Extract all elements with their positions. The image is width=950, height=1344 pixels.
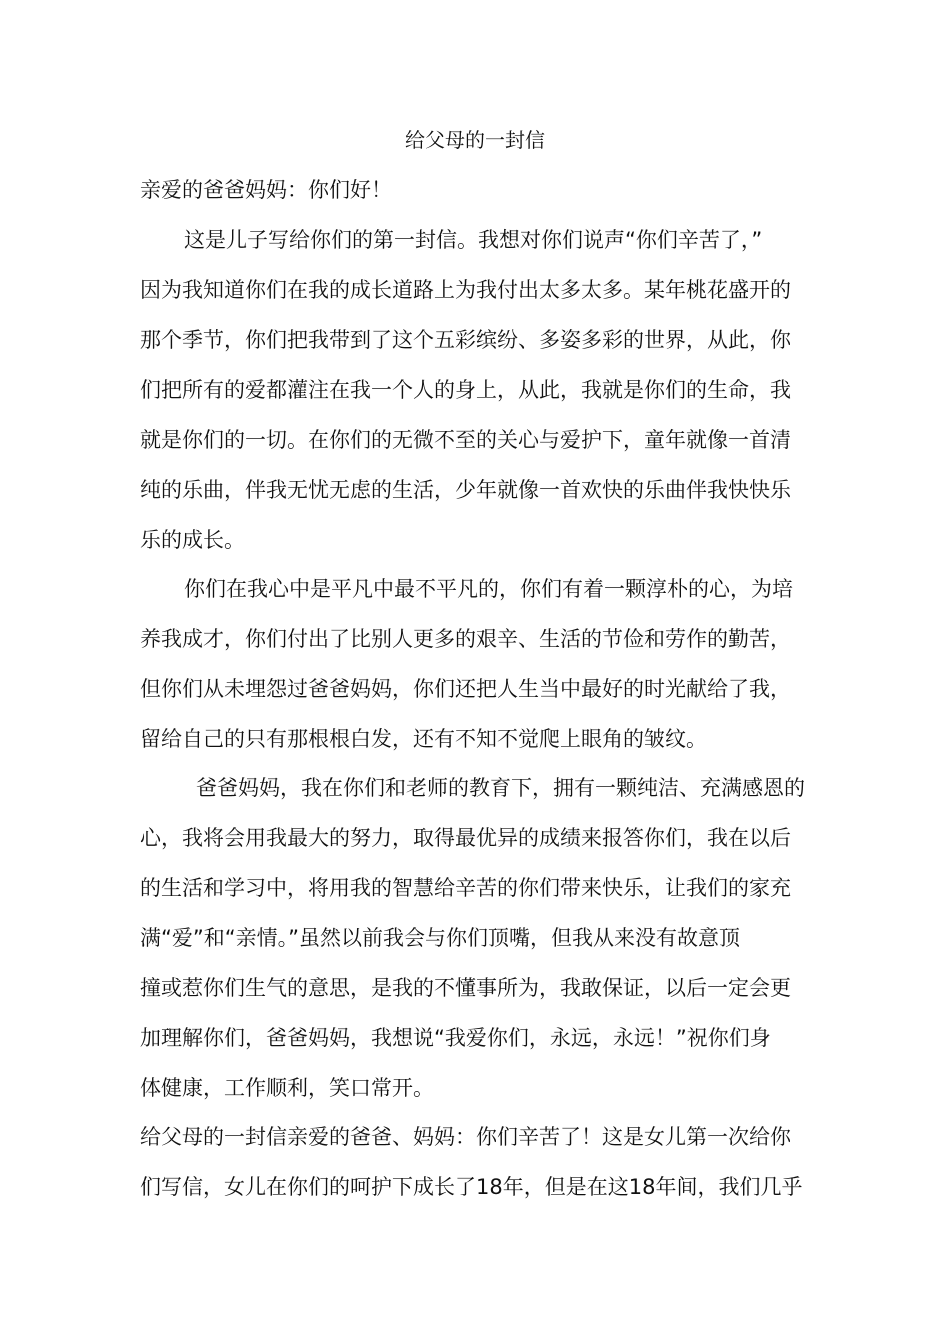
paragraph-line: 爸爸妈妈，我在你们和老师的教育下，拥有一颗纯洁、充满感恩的 bbox=[196, 776, 805, 800]
paragraph-line: 满“爱”和“亲情。”虽然以前我会与你们顶嘴，但我从来没有故意顶 bbox=[140, 926, 741, 950]
paragraph-line: 就是你们的一切。在你们的无微不至的关心与爱护下，童年就像一首清 bbox=[140, 428, 791, 452]
letter-greeting: 亲爱的爸爸妈妈：你们好！ bbox=[140, 178, 392, 202]
paragraph-line: 你们在我心中是平凡中最不平凡的，你们有着一颗淳朴的心，为培 bbox=[184, 577, 793, 601]
paragraph-line: 因为我知道你们在我的成长道路上为我付出太多太多。某年桃花盛开的 bbox=[140, 278, 791, 302]
paragraph-line: 体健康，工作顺利，笑口常开。 bbox=[140, 1076, 434, 1100]
paragraph-line: 留给自己的只有那根根白发，还有不知不觉爬上眼角的皱纹。 bbox=[140, 727, 707, 751]
paragraph-line: 撞或惹你们生气的意思，是我的不懂事所为，我敢保证，以后一定会更 bbox=[140, 976, 791, 1000]
paragraph-line: 这是儿子写给你们的第一封信。我想对你们说声“你们辛苦了，” bbox=[184, 228, 763, 252]
paragraph-line: 们把所有的爱都灌注在我一个人的身上，从此，我就是你们的生命，我 bbox=[140, 378, 791, 402]
paragraph-line: 那个季节，你们把我带到了这个五彩缤纷、多姿多彩的世界，从此，你 bbox=[140, 328, 791, 352]
paragraph-line: 加理解你们，爸爸妈妈，我想说“我爱你们，永远，永远！”祝你们身 bbox=[140, 1026, 771, 1050]
letter-title: 给父母的一封信 bbox=[405, 128, 545, 152]
paragraph-line: 给父母的一封信亲爱的爸爸、妈妈：你们辛苦了！这是女儿第一次给你 bbox=[140, 1125, 791, 1149]
paragraph-line: 乐的成长。 bbox=[140, 528, 245, 552]
paragraph-line: 纯的乐曲，伴我无忧无虑的生活，少年就像一首欢快的乐曲伴我快快乐 bbox=[140, 478, 791, 502]
paragraph-line: 但你们从未埋怨过爸爸妈妈，你们还把人生当中最好的时光献给了我， bbox=[140, 677, 791, 701]
paragraph-line: 的生活和学习中，将用我的智慧给辛苦的你们带来快乐，让我们的家充 bbox=[140, 876, 791, 900]
paragraph-line: 心，我将会用我最大的努力，取得最优异的成绩来报答你们，我在以后 bbox=[140, 826, 791, 850]
paragraph-line: 们写信，女儿在你们的呵护下成长了18年，但是在这18年间，我们几乎 bbox=[140, 1175, 803, 1199]
paragraph-line: 养我成才，你们付出了比别人更多的艰辛、生活的节俭和劳作的勤苦， bbox=[140, 627, 791, 651]
